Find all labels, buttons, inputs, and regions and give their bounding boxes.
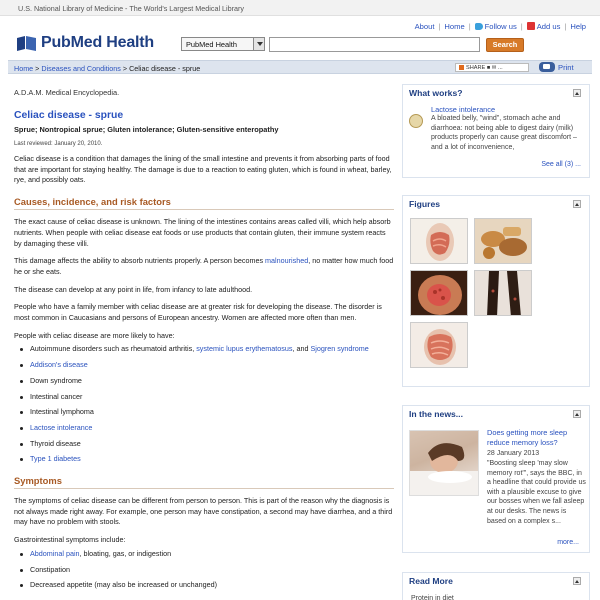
search-input[interactable] — [269, 37, 480, 52]
causes-paragraph-1: The exact cause of celiac disease is unknown. The lining of the intestines contains areas called villi, which help absorb nutrients. When people with celiac disease eat foods or use products that contain gluten, their immune system reacts by damaging these villi. — [14, 217, 391, 248]
collapse-icon[interactable] — [573, 200, 581, 208]
list-item — [14, 549, 394, 560]
lactose-intolerance-link[interactable]: Lactose intolerance — [30, 422, 93, 432]
text: This damage affects the ability to absorb nutrients properly. A person becomes — [14, 256, 266, 266]
list-item — [14, 360, 394, 371]
figure-thumbnail-small-intestine[interactable] — [410, 322, 468, 368]
list-item: Down syndrome — [14, 376, 394, 387]
type-1-diabetes-link[interactable]: Type 1 diabetes — [30, 454, 81, 464]
database-select-value: PubMed Health — [186, 40, 237, 49]
book-icon — [16, 35, 37, 51]
breadcrumb — [14, 64, 200, 73]
home-link[interactable]: Home — [444, 22, 465, 31]
gluten-foods-photo — [475, 219, 532, 264]
what-works-title: What works? — [409, 88, 463, 98]
follow-us-label: Follow us — [484, 22, 517, 31]
share-extra: ■ ✉ ... — [486, 65, 503, 71]
list-item — [14, 423, 394, 434]
digestive-system-illustration — [411, 219, 468, 264]
print-label: Print — [558, 62, 574, 72]
text: , bloating, gas, or indigestion — [79, 548, 172, 558]
list-item — [14, 344, 394, 355]
read-more-item[interactable]: Protein in diet — [411, 595, 454, 600]
in-the-news-header — [403, 406, 589, 422]
legs-photo — [475, 271, 532, 316]
news-summary: "Boosting sleep 'may slow memory rot'", says the BBC, in a headline that could provide us with a plausible excuse to give our bosses when we fall asleep at our desks. The news is based on a complex s... — [487, 460, 586, 525]
news-photo-sleeping-woman[interactable] — [409, 430, 479, 496]
small-intestine-illustration — [411, 323, 468, 368]
list-item: Decreased appetite (may also be increased or unchanged) — [14, 580, 394, 591]
sleeping-woman-photo — [410, 431, 479, 496]
section-heading-causes: Causes, incidence, and risk factors — [14, 196, 394, 210]
add-us-label: Add us — [536, 22, 561, 31]
database-select[interactable] — [181, 37, 265, 51]
search-button[interactable]: Search — [486, 38, 524, 52]
lupus-link[interactable]: systemic lupus erythematosus — [196, 344, 293, 354]
breadcrumb-diseases[interactable]: Diseases and Conditions — [41, 64, 121, 73]
breadcrumb-separator: > — [120, 64, 130, 73]
causes-paragraph-4: People who have a family member with celiac disease are at greater risk for developing the disease. The disorder is most common in Caucasians and persons of European ancestry. Women are affected more often than men. — [14, 302, 382, 323]
figures-header — [403, 196, 589, 212]
news-more-link[interactable]: more... — [557, 539, 579, 546]
intro-paragraph: Celiac disease is a condition that damages the lining of the small intestine and prevents it from absorbing parts of food that are important for staying healthy. The damage is due to a reaction to eating gluten, which is found in wheat, barley, rye, and possibly oats. — [14, 154, 392, 185]
breadcrumb-home[interactable]: Home — [14, 64, 34, 73]
collapse-icon[interactable] — [573, 410, 581, 418]
malnourished-link[interactable]: malnourished — [265, 256, 309, 266]
separator: | — [564, 22, 567, 31]
section-heading-symptoms: Symptoms — [14, 475, 394, 489]
figure-thumbnail-gluten-foods[interactable] — [474, 218, 532, 264]
twitter-icon — [475, 23, 483, 30]
gi-symptom-list — [14, 549, 394, 591]
dermatitis-photo — [411, 271, 468, 316]
in-the-news-panel — [402, 405, 590, 553]
separator: | — [520, 22, 523, 31]
causes-paragraph-5: People with celiac disease are more likely to have: — [14, 330, 175, 340]
list-item: Intestinal cancer — [14, 392, 394, 403]
sjogren-link[interactable]: Sjogren syndrome — [310, 344, 369, 354]
figures-panel — [402, 195, 590, 387]
list-item: Intestinal lymphoma — [14, 407, 394, 418]
text: Autoimmune disorders such as rheumatoid arthritis, — [30, 344, 197, 354]
separator: | — [438, 22, 441, 31]
figure-thumbnail-dermatitis-knee[interactable] — [410, 270, 468, 316]
article-source: A.D.A.M. Medical Encyclopedia. — [14, 88, 120, 97]
what-works-header — [403, 85, 589, 101]
collapse-icon[interactable] — [573, 89, 581, 97]
figure-thumbnail-digestive-system[interactable] — [410, 218, 468, 264]
list-item: Thyroid disease — [14, 439, 394, 450]
collapse-icon[interactable] — [573, 577, 581, 585]
pill-icon — [409, 114, 423, 128]
follow-us-link[interactable] — [475, 22, 517, 31]
page-title: Celiac disease - sprue — [14, 110, 124, 121]
causes-paragraph-2 — [14, 256, 394, 277]
breadcrumb-bar — [8, 60, 592, 74]
separator: | — [468, 22, 471, 31]
see-all-link[interactable]: See all (3) ... — [541, 161, 581, 168]
printer-icon — [539, 62, 555, 72]
read-more-panel — [402, 572, 590, 600]
help-link[interactable]: Help — [570, 22, 586, 31]
print-button[interactable] — [539, 62, 574, 72]
list-item — [14, 454, 394, 465]
causes-paragraph-3: The disease can develop at any point in life, from infancy to late adulthood. — [14, 284, 253, 294]
risk-list — [14, 344, 394, 465]
nlm-topbar — [0, 0, 600, 16]
read-more-title: Read More — [409, 576, 453, 586]
addisons-link[interactable]: Addison's disease — [30, 360, 88, 370]
symptoms-paragraph-2: Gastrointestinal symptoms include: — [14, 535, 126, 545]
what-works-panel — [402, 84, 590, 178]
what-works-item-description: A bloated belly, "wind", stomach ache and diarrhoea: not being able to digest dairy (milk) products properly can cause great discomfort – and a lot of inconvenience, — [431, 115, 577, 151]
text: , no matter how much food he or she eats. — [14, 256, 394, 276]
abdominal-pain-link[interactable]: Abdominal pain — [30, 548, 80, 558]
pubmed-health-logo[interactable] — [16, 33, 154, 53]
read-more-header — [403, 573, 589, 589]
article-synonyms: Sprue; Nontropical sprue; Gluten intolerance; Gluten-sensitive enteropathy — [14, 125, 279, 134]
figure-thumbnail-dermatitis-legs[interactable] — [474, 270, 532, 316]
what-works-item-link[interactable]: Lactose intolerance — [431, 105, 496, 114]
add-us-icon — [527, 22, 535, 30]
news-date: 28 January 2013 — [487, 450, 540, 457]
breadcrumb-separator: > — [33, 64, 42, 73]
figures-title: Figures — [409, 199, 441, 209]
nlm-banner-text: U.S. National Library of Medicine - The World's Largest Medical Library — [18, 4, 245, 13]
about-link[interactable]: About — [414, 22, 435, 31]
logo-text: PubMed Health — [41, 34, 154, 51]
news-headline-link[interactable]: Does getting more sleep reduce memory loss? — [487, 428, 568, 447]
add-us-link[interactable] — [527, 22, 561, 31]
share-icon — [459, 65, 464, 70]
chevron-down-icon — [253, 38, 264, 50]
symptoms-paragraph-1: The symptoms of celiac disease can be different from person to person. This is part of the reason why the diagnosis is not always made right away. For example, one person may have constipation, a second may have diarrhea, and a third may have no problem with stools. — [14, 496, 393, 527]
share-button[interactable] — [455, 63, 529, 72]
top-utility-links — [415, 22, 586, 31]
list-item: Constipation — [14, 565, 394, 576]
share-label: SHARE — [466, 65, 486, 71]
article-content — [14, 84, 394, 600]
in-the-news-title: In the news... — [409, 409, 463, 419]
breadcrumb-current: Celiac disease - sprue — [129, 64, 201, 73]
last-reviewed: Last reviewed: January 20, 2010. — [14, 141, 103, 147]
text: , and — [292, 344, 311, 354]
